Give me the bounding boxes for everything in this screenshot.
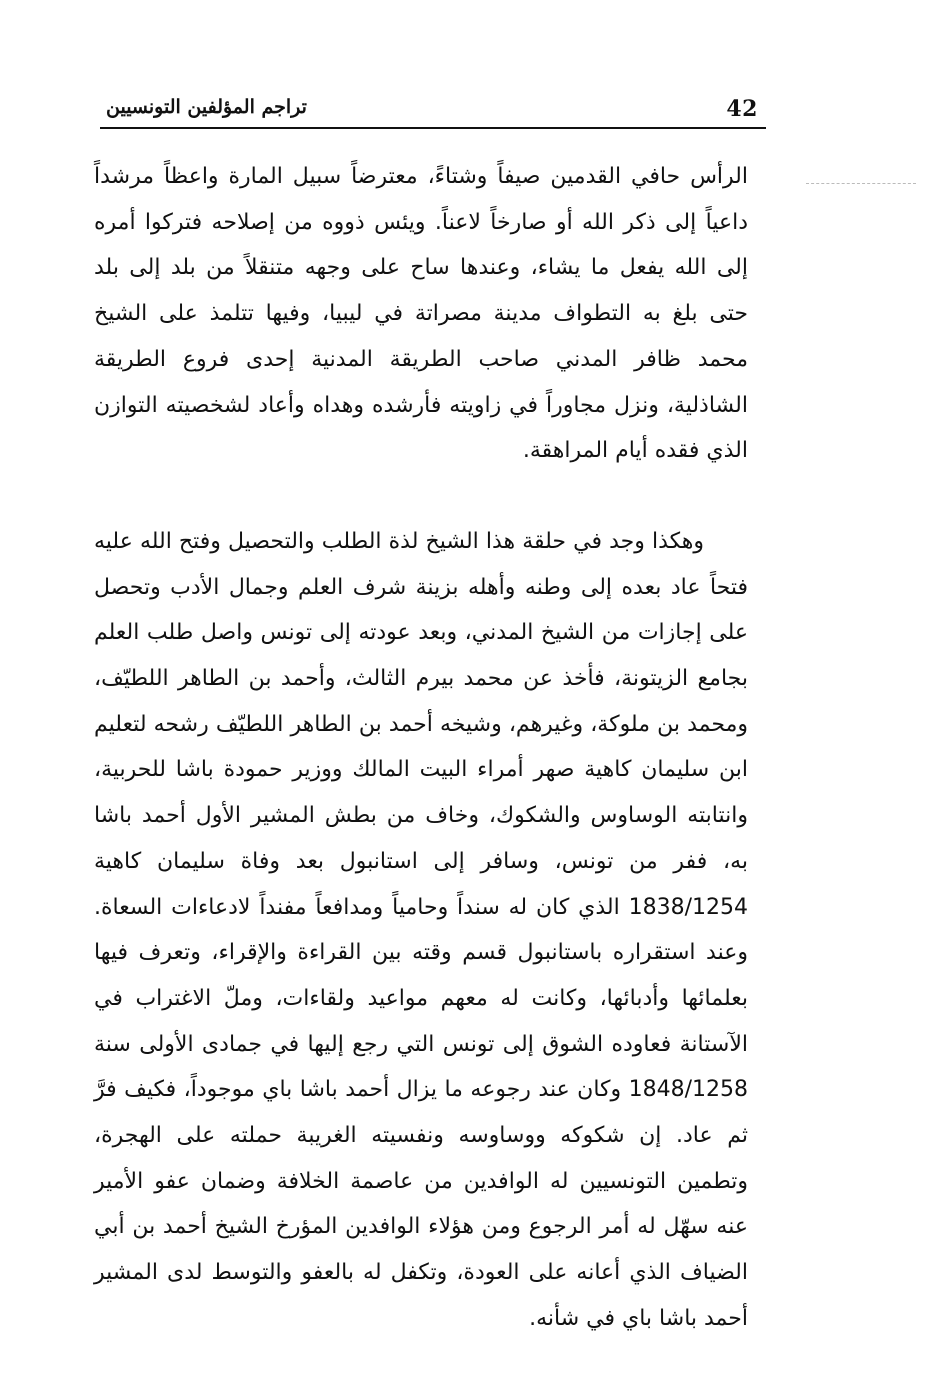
paragraph: الرأس حافي القدمين صيفاً وشتاءً، معترضاً سبيل المارة واعظاً مرشداً داعياً إلى ذكر الله أو صارخاً لاعناً. ويئس ذووه من إصلاحه فتركوا أمره إلى الله يفعل ما يشاء، وعندها ساح على وجهه متنقلاً من بلد إلى بلد حتى بلغ به التطواف مدينة مصراتة في ليبيا، وفيها تتلمذ على الشيخ محمد ظافر المدني صاحب الطريقة المدنية إحدى فروع الطريقة الشاذلية، ونزل مجاوراً في زاويته فأرشده وهداه وأعاد لشخصيته التوازن الذي فقده أيام المراهقة. (94, 164, 748, 464)
margin-mark (806, 183, 916, 184)
page-number: 42 (726, 96, 758, 122)
running-header (100, 92, 760, 132)
header-rule (100, 127, 766, 129)
paragraph: وهكذا وجد في حلقة هذا الشيخ لذة الطلب والتحصيل وفتح الله عليه فتحاً عاد بعده إلى وطنه وأهله بزينة شرف العلم وجمال الأدب وتحصل على إجازات من الشيخ المدني، وبعد عودته إلى تونس واصل طلب العلم بجامع الزيتونة، فأخذ عن محمد بيرم الثالث، وأحمد بن الطاهر اللطيّف، ومحمد بن ملوكة، وغيرهم، وشيخه أحمد بن الطاهر اللطيّف رشحه لتعليم ابن سليمان كاهية صهر أمراء البيت المالك ووزير حمودة باشا للحربية، وانتابته الوساوس والشكوك، وخاف من بطش المشير الأول أحمد باشا به، ففر من تونس، وسافر إلى استانبول بعد وفاة سليمان كاهية 1838/1254 الذي كان له سنداً وحامياً ومدافعاً مفنداً لادعاءات السعاة. وعند استقراره باستانبول قسم وقته بين القراءة والإقراء، وتعرف فيها بعلمائها وأدبائها، وكانت له معهم مواعيد ولقاءات، وملّ الاغتراب في الآستانة فعاوده الشوق إلى تونس التي رجع إليها في جمادى الأولى سنة 1848/1258 وكان عند رجوعه ما يزال أحمد باشا باي موجوداً، فكيف فرَّ ثم عاد. إن شكوكه ووساوسه ونفسيته الغريبة حملته على الهجرة، وتطمين التونسيين له الوافدين من عاصمة الخلافة وضمان عفو الأمير عنه سهّل له أمر الرجوع ومن هؤلاء الوافدين المؤرخ الشيخ أحمد بن أبي الضياف الذي أعانه على العودة، وتكفل له بالعفو والتوسط لدى المشير أحمد باشا باي في شأنه. (94, 528, 748, 1331)
book-title: تراجم المؤلفين التونسيين (106, 96, 307, 118)
body-text (94, 154, 748, 1342)
